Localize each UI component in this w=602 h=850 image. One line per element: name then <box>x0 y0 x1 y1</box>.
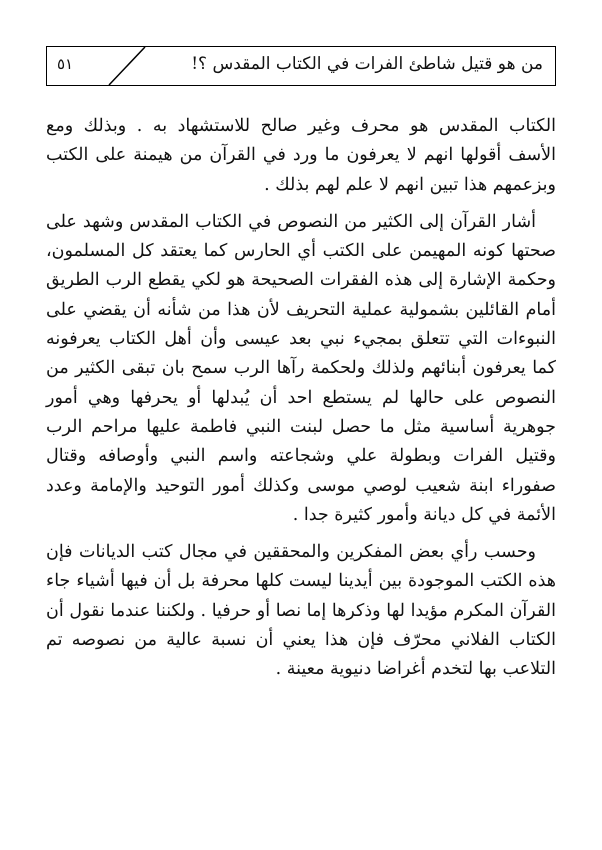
paragraph: وحسب رأي بعض المفكرين والمحققين في مجال كتب الديانات فإن هذه الكتب الموجودة بين أيدينا ليست كلها محرفة بل أن فيها أشياء جاء القرآن المكرم مؤيدا لها وذكرها إما نصا أو حرفيا . ولكننا عندما نقول أن الكتاب الفلاني محرّف فإن هذا يعني أن نسبة عالية من نصوصه تم التلاعب بها لتخدم أغراضا دنيوية معينة . <box>46 542 556 680</box>
page-header-title: من هو قتيل شاطئ الفرات في الكتاب المقدس ؟! <box>191 54 543 74</box>
paragraph: أشار القرآن إلى الكثير من النصوص في الكتاب المقدس وشهد على صحتها كونه المهيمن على الكتب أي الحارس كما يعتقد كل المسلمون، وحكمة الإشارة إلى هذه الفقرات الصحيحة هو لكي يقطع الرب الطريق أمام القائلين بشمولية عملية التحريف لأن هذا من شأنه أن يقضي على النبوءات التي تتعلق بمجيء نبي بعد عيسى وأن أهل الكتاب يعرفونه كما يعرفون أبنائهم ولذلك ولحكمة رآها الرب سمح بان تبقى الكثير من النصوص على حالها لم يستطع احد أن يُبدلها أو يحرفها وهي أمور جوهرية أساسية مثل ما حصل لبنت النبي فاطمة عليها مراحم الرب وقتيل الفرات وبطولة علي وشجاعته واسم النبي وأوصافه وقتال صفوراء ابنة شعيب لوصي موسى وكذلك أمور التوحيد والإمامة وعدد الأئمة في كل ديانة وأمور كثيرة جدا . <box>46 211 556 525</box>
page-body <box>46 112 556 693</box>
page-header <box>46 46 556 86</box>
paragraph: الكتاب المقدس هو محرف وغير صالح للاستشهاد به . وبذلك ومع الأسف أقولها انهم لا يعرفون ما ورد في القرآن من هيمنة على الكتب وبزعمهم هذا تبين انهم لا علم لهم بذلك . <box>46 116 556 195</box>
page-number: ٥١ <box>57 55 74 73</box>
